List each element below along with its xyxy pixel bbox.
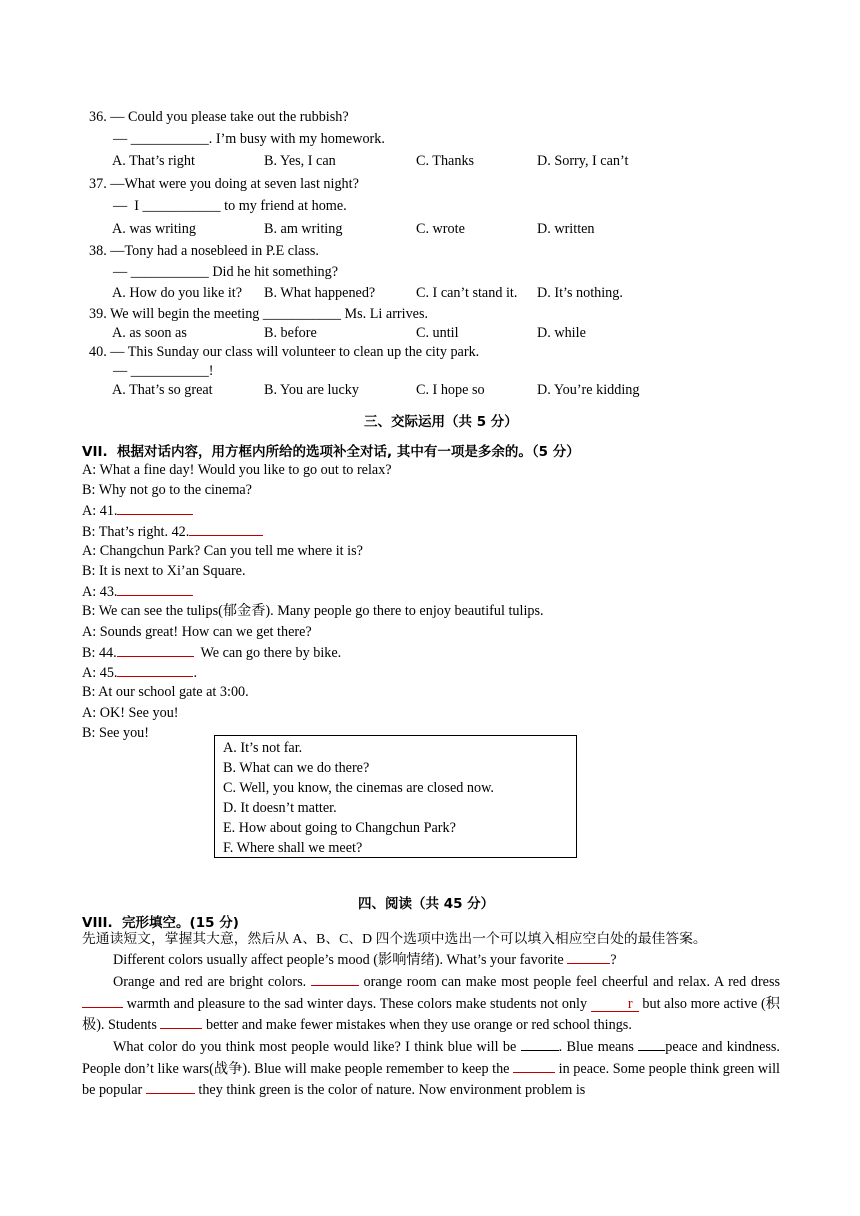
option-37-a: A. was writing	[112, 221, 196, 237]
dialogue-line: B: At our school gate at 3:00.	[82, 684, 249, 700]
passage-paragraph-1: Different colors usually affect people’s mood (影响情绪). What’s your favorite ?	[113, 952, 617, 968]
option-39-a: A. as soon as	[112, 325, 187, 341]
option-39-d: D. while	[537, 325, 586, 341]
instruction-text: 先通读短文，掌握其大意，然后从 A、B、C、D 四个选项中选出一个可以填入相应空白处的最佳答案。	[82, 931, 707, 946]
answer-blank-42[interactable]	[189, 522, 263, 536]
question-39: 39. We will begin the meeting ___________ Ms. Li arrives.	[89, 306, 429, 322]
cloze-blank[interactable]	[521, 1037, 559, 1051]
dialogue-line-43: A: 43.	[82, 582, 193, 601]
option-36-c: C. Thanks	[416, 153, 475, 169]
dialogue-line-45: A: 45. .	[82, 665, 198, 681]
option-38-a: A. How do you like it?	[112, 285, 243, 301]
answer-blank-45[interactable]	[117, 663, 193, 677]
dialogue-line: A: Sounds great! How can we get there?	[82, 624, 312, 640]
passage-paragraph-2: Orange and red are bright colors. orange room can make most people feel cheerful and relax. A red dress warmth and pleasure to the sad winter days. These colors make students not only r but also more active (积极). Students better and make fewer mistakes when they use orange or red school things.	[82, 974, 781, 1034]
cloze-blank-with-answer[interactable]: r	[591, 998, 639, 1012]
dialogue-line-44: B: 44. We can go there by bike.	[82, 645, 342, 661]
question-37: 37. —What were you doing at seven last night?	[89, 176, 359, 192]
dialogue-line: B: We can see the tulips(郁金香). Many people go there to enjoy beautiful tulips.	[82, 603, 544, 619]
dialogue-line-41: A: 41.	[82, 501, 193, 520]
answer-line-40: — ___________!	[113, 363, 214, 379]
answer-line-36: — ___________. I’m busy with my homework.	[113, 131, 385, 147]
option-40-a: A. That’s so great	[112, 382, 213, 398]
option-36-b: B. Yes, I can	[264, 153, 336, 169]
section-8-title: VIII. 完形填空。(15 分)	[82, 915, 239, 931]
answer-blank-41[interactable]	[117, 501, 193, 515]
option-37-c: C. wrote	[416, 221, 465, 237]
box-option-b: B. What can we do there?	[223, 760, 370, 776]
dialogue-line: B: Why not go to the cinema?	[82, 482, 252, 498]
option-38-d: D. It’s nothing.	[537, 285, 623, 301]
section-4-title: 四、阅读（共 45 分）	[358, 896, 495, 912]
box-option-d: D. It doesn’t matter.	[223, 800, 337, 816]
answer-line-38: — ___________ Did he hit something?	[113, 264, 339, 280]
dialogue-line: B: It is next to Xi’an Square.	[82, 563, 246, 579]
option-40-c: C. I hope so	[416, 382, 485, 398]
box-option-f: F. Where shall we meet?	[223, 840, 363, 856]
question-36: 36. — Could you please take out the rubbish?	[89, 109, 349, 125]
option-39-c: C. until	[416, 325, 459, 341]
option-36-d: D. Sorry, I can’t	[537, 153, 629, 169]
options-box	[214, 735, 577, 858]
cloze-blank[interactable]	[311, 972, 359, 986]
section-3-title: 三、交际运用（共 5 分）	[364, 414, 518, 430]
option-40-d: D. You’re kidding	[537, 382, 640, 398]
passage-paragraph-3: What color do you think most people would like? I think blue will be . Blue means peace and kindness. People don’t like wars(战争). Blue will make people remember to keep the in peace. Some people think green will be popular they think green is the color of nature. Now environment problem is	[82, 1039, 780, 1099]
option-38-c: C. I can’t stand it.	[416, 285, 518, 301]
option-40-b: B. You are lucky	[264, 382, 359, 398]
cloze-blank[interactable]	[638, 1037, 665, 1051]
cloze-blank[interactable]	[567, 950, 610, 964]
option-37-d: D. written	[537, 221, 595, 237]
answer-blank-43[interactable]	[117, 582, 193, 596]
cloze-blank[interactable]	[160, 1015, 202, 1029]
question-38: 38. —Tony had a nosebleed in P.E class.	[89, 243, 319, 259]
dialogue-line-42: B: That’s right. 42.	[82, 522, 263, 541]
cloze-blank[interactable]	[82, 994, 123, 1008]
option-36-a: A. That’s right	[112, 153, 195, 169]
cloze-blank[interactable]	[513, 1059, 555, 1073]
option-38-b: B. What happened?	[264, 285, 376, 301]
box-option-e: E. How about going to Changchun Park?	[223, 820, 456, 836]
box-option-c: C. Well, you know, the cinemas are closed now.	[223, 780, 494, 796]
section-7-title: VII. 根据对话内容，用方框内所给的选项补全对话, 其中有一项是多余的。（5 分）	[82, 444, 580, 460]
dialogue-line: A: OK! See you!	[82, 705, 179, 721]
option-39-b: B. before	[264, 325, 317, 341]
answer-blank-44[interactable]	[117, 643, 194, 657]
cloze-blank[interactable]	[146, 1080, 195, 1094]
answer-line-37: — I ___________ to my friend at home.	[113, 198, 347, 214]
question-40: 40. — This Sunday our class will volunteer to clean up the city park.	[89, 344, 480, 360]
box-option-a: A. It’s not far.	[223, 740, 303, 756]
dialogue-line: A: Changchun Park? Can you tell me where it is?	[82, 543, 363, 559]
option-37-b: B. am writing	[264, 221, 343, 237]
dialogue-line: B: See you!	[82, 725, 149, 741]
dialogue-line: A: What a fine day! Would you like to go out to relax?	[82, 462, 392, 478]
